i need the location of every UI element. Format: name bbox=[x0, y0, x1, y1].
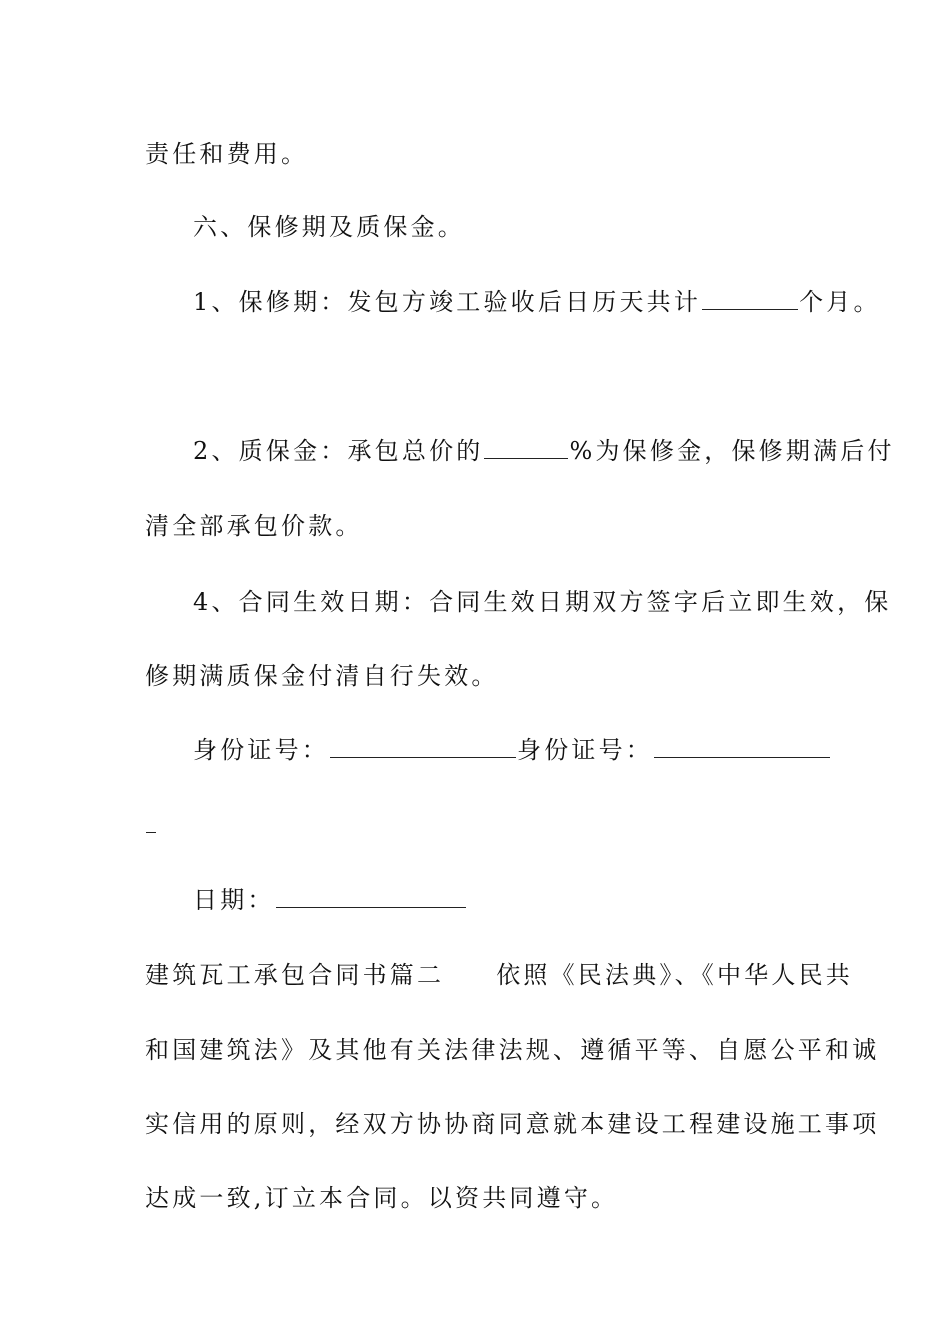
paragraph-line bbox=[145, 511, 825, 541]
text-according-to: 依照《民法典》、《中华人民共 bbox=[496, 961, 854, 989]
paragraph-line bbox=[193, 436, 895, 466]
text-warranty-period: 1、保修期：发包方竣工验收后日历天共计 bbox=[193, 288, 702, 316]
paragraph-line bbox=[193, 587, 892, 617]
text-good-faith: 实信用的原则，经双方协协商同意就本建设工程建设施工事项 bbox=[145, 1110, 880, 1138]
blank-id-number-2 bbox=[654, 737, 830, 758]
heading-warranty: 六、保修期及质保金。 bbox=[193, 213, 465, 241]
blank-date bbox=[276, 887, 466, 908]
paragraph-line bbox=[145, 960, 854, 990]
text-deposit: 2、质保金：承包总价的 bbox=[193, 437, 484, 465]
paragraph-line bbox=[145, 139, 825, 169]
paragraph-line bbox=[145, 1035, 880, 1065]
text-agreement: 达成一致,订立本合同。以资共同遵守。 bbox=[145, 1184, 619, 1212]
blank-id-number-2-wrap bbox=[146, 812, 156, 833]
paragraph-line bbox=[145, 661, 825, 691]
paragraph-line bbox=[193, 287, 881, 317]
text-deposit-rest: %为保修金，保修期满后付 bbox=[569, 437, 895, 465]
text-full-payment: 清全部承包价款。 bbox=[145, 512, 363, 540]
text-construction-law: 和国建筑法》及其他有关法律法规、遵循平等、自愿公平和诚 bbox=[145, 1036, 880, 1064]
signature-line bbox=[193, 735, 873, 765]
blank-percent bbox=[484, 438, 568, 459]
section-title-part-two: 建筑瓦工承包合同书篇二 bbox=[145, 961, 445, 989]
label-date: 日期： bbox=[193, 886, 275, 914]
date-line bbox=[193, 885, 873, 915]
label-id-number-2: 身份证号： bbox=[517, 736, 653, 764]
signature-line-wrap bbox=[145, 810, 825, 840]
text-effective-date: 4、合同生效日期：合同生效日期双方签字后立即生效，保 bbox=[193, 588, 892, 616]
text-expiry: 修期满质保金付清自行失效。 bbox=[145, 662, 499, 690]
blank-id-number-1 bbox=[330, 737, 516, 758]
label-id-number-1: 身份证号： bbox=[193, 736, 329, 764]
paragraph-line bbox=[145, 1109, 880, 1139]
blank-months bbox=[702, 289, 798, 310]
section-heading bbox=[193, 212, 873, 242]
paragraph-line bbox=[145, 1183, 825, 1213]
text-months: 个月。 bbox=[799, 288, 881, 316]
text-responsibility: 责任和费用。 bbox=[145, 140, 309, 168]
